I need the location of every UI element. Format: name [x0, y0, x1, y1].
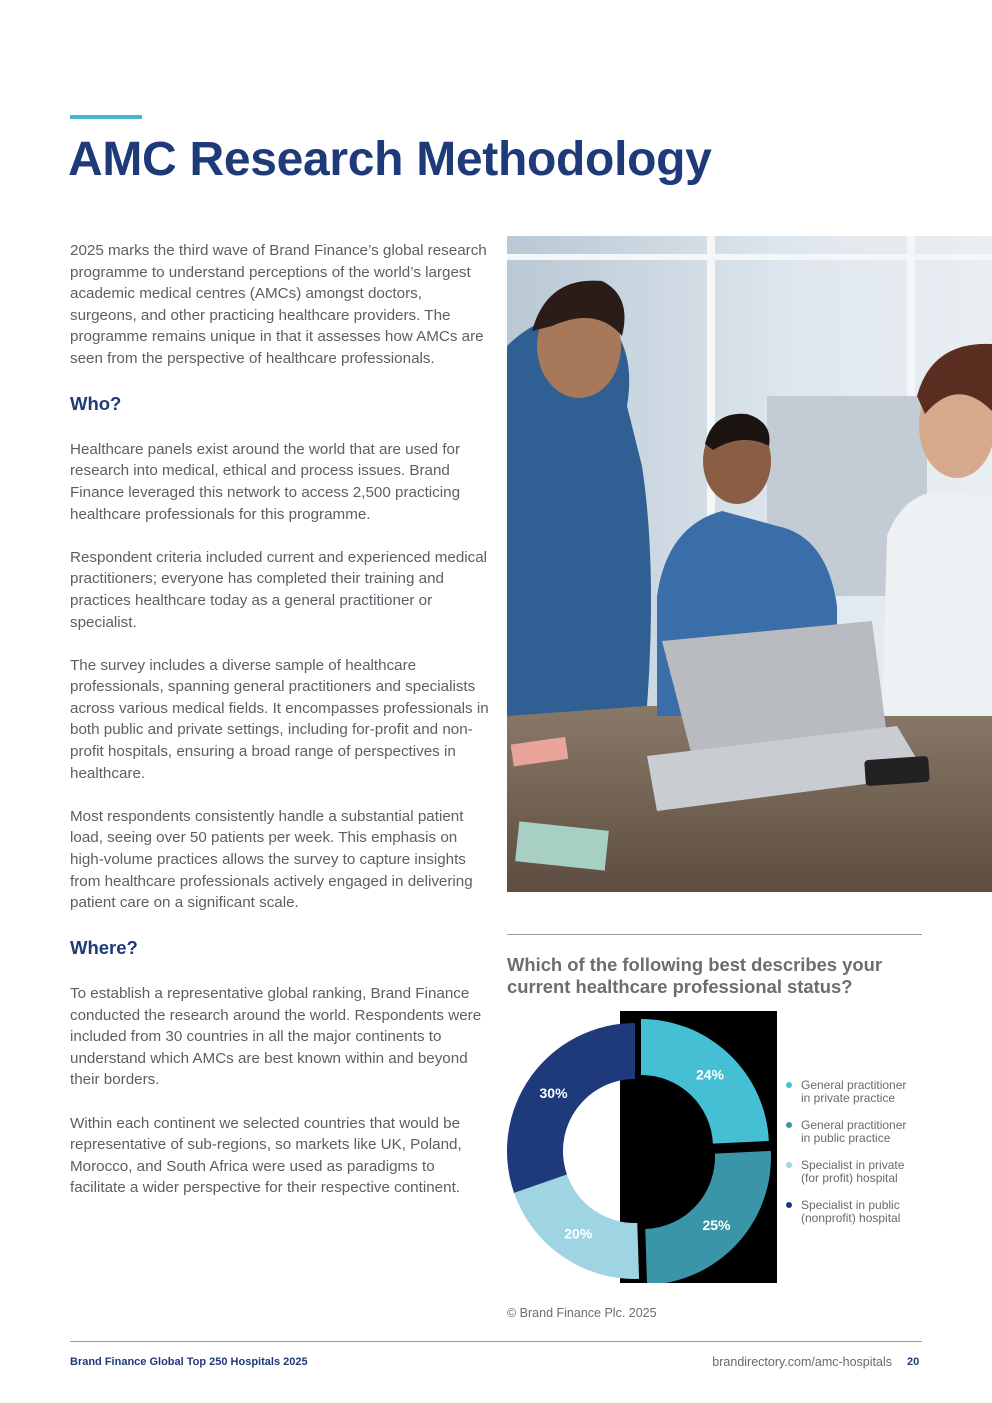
legend-label-line-2: in private practice: [801, 1091, 896, 1105]
slice-label: 30%: [539, 1084, 568, 1101]
chart-top-rule: [507, 934, 922, 935]
legend-label-line-1: Specialist in public: [801, 1198, 900, 1212]
who-heading: Who?: [70, 393, 122, 415]
legend-label-line-1: Specialist in private: [801, 1158, 905, 1172]
footer-report-title: Brand Finance Global Top 250 Hospitals 2025: [70, 1356, 308, 1368]
where-paragraph-2: Within each continent we selected countries that would be representative of sub-regions, so markets like UK, Poland, Morocco, and South Africa were used as paradigms to facilitate a wider perspective for their respective continent.: [70, 1114, 462, 1197]
footer-rule: [70, 1341, 922, 1342]
slice-label: 20%: [564, 1225, 593, 1242]
where-heading: Where?: [70, 937, 138, 959]
legend-item-gp-public: [786, 1119, 926, 1159]
donut-chart-svg: [507, 1011, 777, 1283]
legend-dot: [786, 1122, 792, 1128]
who-paragraph-3: The survey includes a diverse sample of healthcare professionals, spanning general practitioners and specialists across various medical fields. It encompasses professionals in both public and private settings, including for-profit and non-profit hospitals, ensuring a broad range of perspectives in healthcare.: [70, 656, 489, 782]
legend-label-line-1: General practitioner: [801, 1078, 907, 1092]
copyright-notice: © Brand Finance Plc. 2025: [507, 1306, 657, 1320]
healthcare-team-photo: [507, 236, 992, 892]
chart-title: Which of the following best describes your current healthcare professional status?: [507, 954, 882, 997]
donut-chart: [507, 1011, 777, 1283]
legend-label-line-1: General practitioner: [801, 1118, 907, 1132]
where-paragraph-1: To establish a representative global ranking, Brand Finance conducted the research around the world. Respondents were included from 30 countries in all the major continents to understand which AMCs are best known within and beyond their borders.: [70, 985, 482, 1089]
legend-label-line-2: in public practice: [801, 1131, 891, 1145]
legend-item-specialist-public: [786, 1199, 926, 1239]
intro-paragraph: 2025 marks the third wave of Brand Finance’s global research programme to understand perceptions of the world’s largest academic medical centres (AMCs) amongst doctors, surgeons, and other practicing healthcare providers. The programme remains unique in that it assesses how AMCs are seen from the perspective of healthcare professionals.: [70, 242, 487, 367]
legend-item-specialist-private: [786, 1159, 926, 1199]
chart-legend: [786, 1079, 926, 1239]
page-title: AMC Research Methodology: [68, 133, 712, 186]
footer-url-link[interactable]: brandirectory.com/amc-hospitals: [712, 1355, 892, 1369]
page-number: 20: [907, 1356, 920, 1368]
who-paragraph-1: Healthcare panels exist around the world that are used for research into medical, ethical and process issues. Brand Finance leveraged this network to access 2,500 practicing healthcare professionals for this programme.: [70, 440, 461, 523]
who-paragraph-2: Respondent criteria included current and experienced medical practitioners; everyone has completed their training and practices healthcare today as a general practitioner or specialist.: [70, 548, 488, 631]
title-accent-bar: [70, 115, 142, 119]
legend-item-gp-private: [786, 1079, 926, 1119]
body-text-column: [70, 240, 490, 1221]
legend-dot: [786, 1162, 792, 1168]
legend-dot: [786, 1202, 792, 1208]
slice-label: 24%: [695, 1066, 725, 1083]
legend-label-line-2: (for profit) hospital: [801, 1171, 898, 1185]
slice-label: 25%: [702, 1216, 731, 1233]
who-paragraph-4: Most respondents consistently handle a substantial patient load, seeing over 50 patients per week. This emphasis on high-volume practices allows the survey to capture insights from healthcare professionals actively engaged in delivering patient care on a significant scale.: [70, 807, 473, 912]
legend-label-line-2: (nonprofit) hospital: [801, 1211, 901, 1225]
legend-dot: [786, 1082, 792, 1088]
slice-specialist-public: [507, 1023, 635, 1193]
